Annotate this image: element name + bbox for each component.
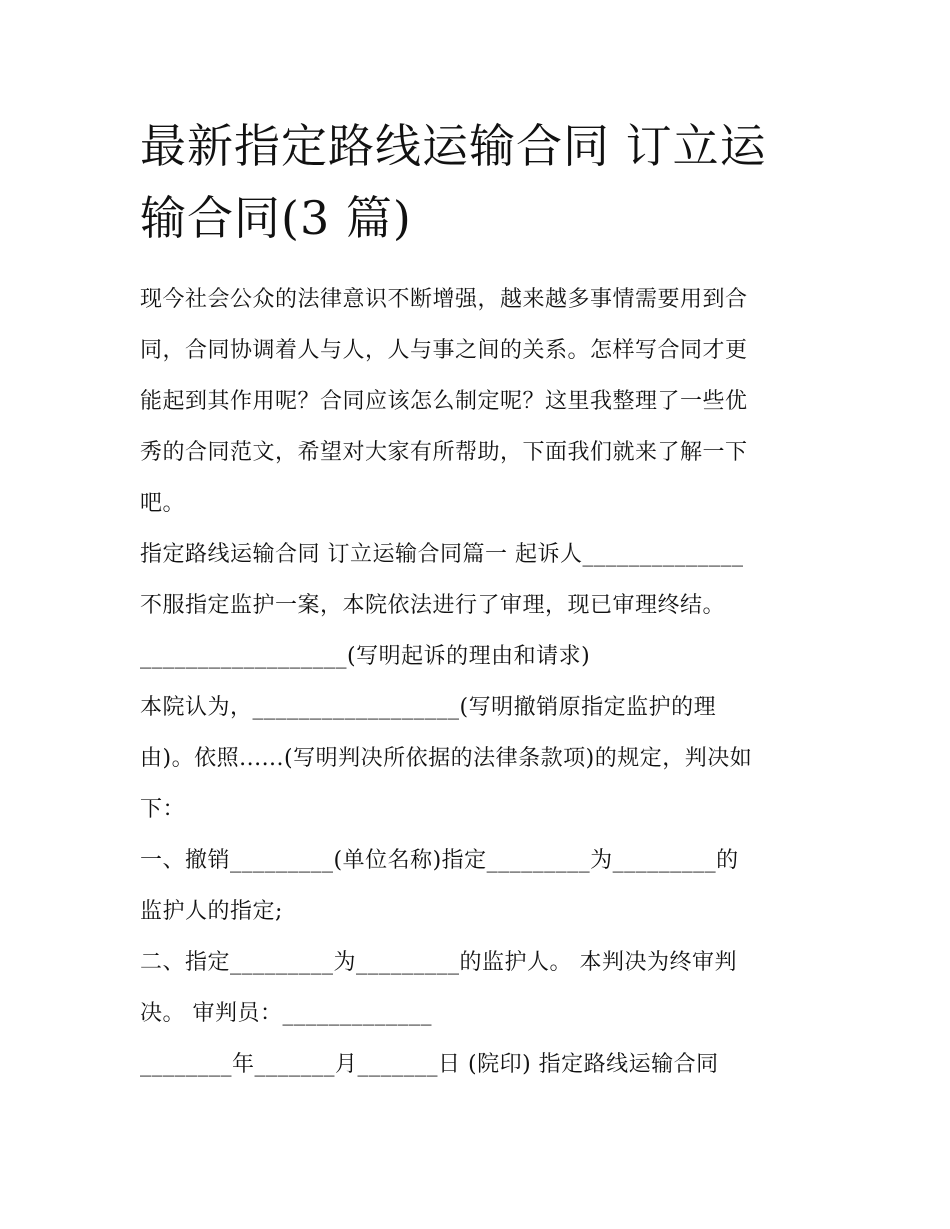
document-title: 最新指定路线运输合同 订立运 输合同(3 篇)	[140, 119, 767, 245]
paragraph-line: 由)。依照......(写明判决所依据的法律条款项)的规定，判决如	[140, 746, 753, 771]
paragraph-line: ________年_______月_______日 (院印) 指定路线运输合同	[140, 1052, 719, 1077]
paragraph-line: 监护人的指定;	[140, 899, 283, 924]
paragraph-line: 决。 审判员：_____________	[140, 1001, 432, 1026]
paragraph-line: 下：	[140, 797, 186, 822]
paragraph-line: 能起到其作用呢？合同应该怎么制定呢？这里我整理了一些优	[140, 389, 748, 414]
paragraph-line: 秀的合同范文，希望对大家有所帮助，下面我们就来了解一下	[140, 440, 748, 465]
paragraph-line: 一、撤销_________(单位名称)指定_________为_________的	[140, 848, 739, 873]
paragraph-line: __________________(写明起诉的理由和请求)	[140, 644, 591, 669]
paragraph-line: 同，合同协调着人与人，人与事之间的关系。怎样写合同才更	[140, 338, 748, 363]
paragraph-line: 不服指定监护一案，本院依法进行了审理，现已审理终结。	[140, 593, 726, 618]
paragraph-line: 现今社会公众的法律意识不断增强，越来越多事情需要用到合	[140, 287, 748, 312]
paragraph-line: 本院认为，__________________(写明撤销原指定监护的理	[140, 695, 717, 720]
paragraph-line: 吧。	[140, 491, 186, 516]
document-body	[140, 274, 820, 1090]
paragraph-line: 指定路线运输合同 订立运输合同篇一 起诉人______________	[140, 542, 744, 567]
paragraph-line: 二、指定_________为_________的监护人。 本判决为终审判	[140, 950, 737, 975]
